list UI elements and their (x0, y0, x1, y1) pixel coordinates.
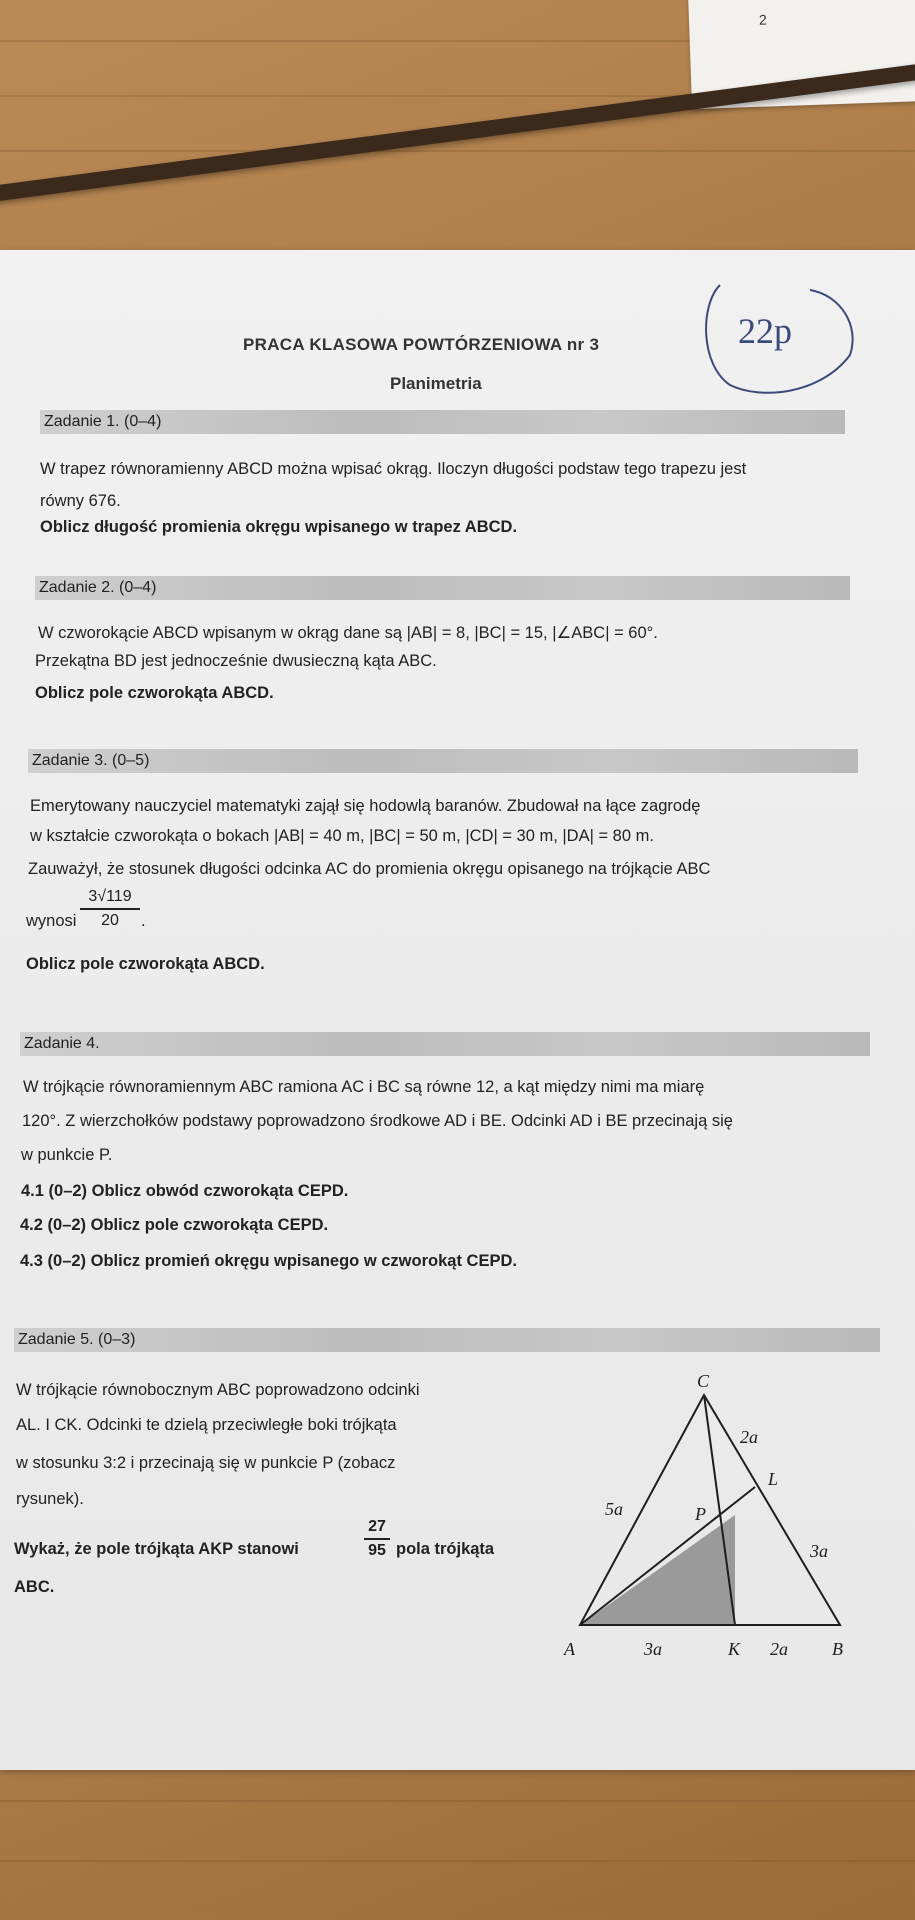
task3-frac-den: 20 (101, 911, 119, 929)
task3-wynosi: wynosi (26, 912, 77, 930)
task5-header (14, 1328, 880, 1352)
task1-label: Zadanie 1. (0–4) (44, 413, 162, 430)
label-k: K (728, 1639, 741, 1659)
task5-frac-den: 95 (368, 1541, 386, 1559)
label-ac-length: 5a (605, 1499, 623, 1519)
label-a: A (564, 1639, 575, 1659)
task5-line4: rysunek). (16, 1490, 84, 1508)
grade-mark (700, 275, 860, 395)
task2-line1: W czworokącie ABCD wpisanym w okrąg dane są |AB| = 8, |BC| = 15, |∠ABC| = 60°. (38, 624, 658, 642)
page-title: PRACA KLASOWA POWTÓRZENIOWA nr 3 (243, 335, 600, 354)
task3-fraction (80, 888, 140, 930)
task3-label: Zadanie 3. (0–5) (32, 752, 150, 769)
task1-line1: W trapez równoramienny ABCD można wpisać okrąg. Iloczyn długości podstaw tego trapezu jest (40, 460, 747, 478)
task2-header (35, 576, 850, 600)
task5-line3: w stosunku 3:2 i przecinają się w punkcie P (zobacz (16, 1454, 396, 1472)
task3-line3: Zauważył, że stosunek długości odcinka AC do promienia okręgu opisanego na trójkącie ABC (28, 860, 711, 878)
task5-fraction (364, 1518, 390, 1560)
label-b: B (832, 1639, 843, 1659)
label-kb-length: 2a (770, 1639, 788, 1659)
task5-claim-suffix: pola trójkąta (396, 1540, 495, 1558)
task3-frac-num: 3√119 (88, 888, 132, 905)
label-lb-length: 3a (810, 1541, 828, 1561)
task4-q3: 4.3 (0–2) Oblicz promień okręgu wpisanego w czworokąt CEPD. (20, 1252, 517, 1270)
grade-text: 22p (738, 311, 792, 351)
task1-question: Oblicz długość promienia okręgu wpisanego w trapez ABCD. (40, 518, 518, 536)
shaded-triangle-akp (580, 1515, 735, 1625)
task5-frac-num: 27 (368, 1518, 386, 1535)
task4-header (20, 1032, 870, 1056)
task1-line2: równy 676. (40, 492, 121, 510)
task3-header (28, 749, 858, 773)
task4-q2: 4.2 (0–2) Oblicz pole czworokąta CEPD. (20, 1216, 329, 1234)
label-ak-length: 3a (644, 1639, 662, 1659)
task3-question: Oblicz pole czworokąta ABCD. (26, 955, 265, 973)
label-l: L (768, 1469, 779, 1489)
task4-line2: 120°. Z wierzchołków podstawy poprowadzono środkowe AD i BE. Odcinki AD i BE przecinają się (22, 1112, 733, 1130)
task3-dot: . (141, 912, 146, 930)
task5-claim-prefix: Wykaż, że pole trójkąta AKP stanowi (14, 1540, 299, 1558)
task2-question: Oblicz pole czworokąta ABCD. (35, 684, 274, 702)
task5-claim-end: ABC. (14, 1578, 55, 1596)
task5-line2: AL. I CK. Odcinki te dzielą przeciwległe boki trójkąta (16, 1416, 397, 1434)
task4-line1: W trójkącie równoramiennym ABC ramiona AC i BC są równe 12, a kąt między nimi ma miarę (23, 1078, 705, 1096)
ruler (0, 59, 915, 205)
task3-line2: w kształcie czworokąta o bokach |AB| = 40 m, |BC| = 50 m, |CD| = 30 m, |DA| = 80 m. (30, 827, 654, 845)
task5-line1: W trójkącie równobocznym ABC poprowadzono odcinki (16, 1381, 420, 1399)
task4-label: Zadanie 4. (24, 1035, 100, 1052)
label-c: C (697, 1371, 710, 1391)
task3-line1: Emerytowany nauczyciel matematyki zajął się hodowlą baranów. Zbudował na łące zagrodę (30, 797, 701, 815)
task4-q1: 4.1 (0–2) Oblicz obwód czworokąta CEPD. (21, 1182, 349, 1200)
page-subtitle: Planimetria (390, 374, 482, 393)
page-number: 2 (758, 11, 768, 28)
task1-header (40, 410, 845, 434)
task4-line3: w punkcie P. (21, 1146, 113, 1164)
task5-label: Zadanie 5. (0–3) (18, 1331, 136, 1348)
task2-line2: Przekątna BD jest jednocześnie dwusieczną kąta ABC. (35, 652, 437, 670)
label-p: P (695, 1504, 706, 1524)
triangle-figure (560, 1365, 860, 1665)
label-cl-length: 2a (740, 1427, 758, 1447)
task2-label: Zadanie 2. (0–4) (39, 579, 157, 596)
